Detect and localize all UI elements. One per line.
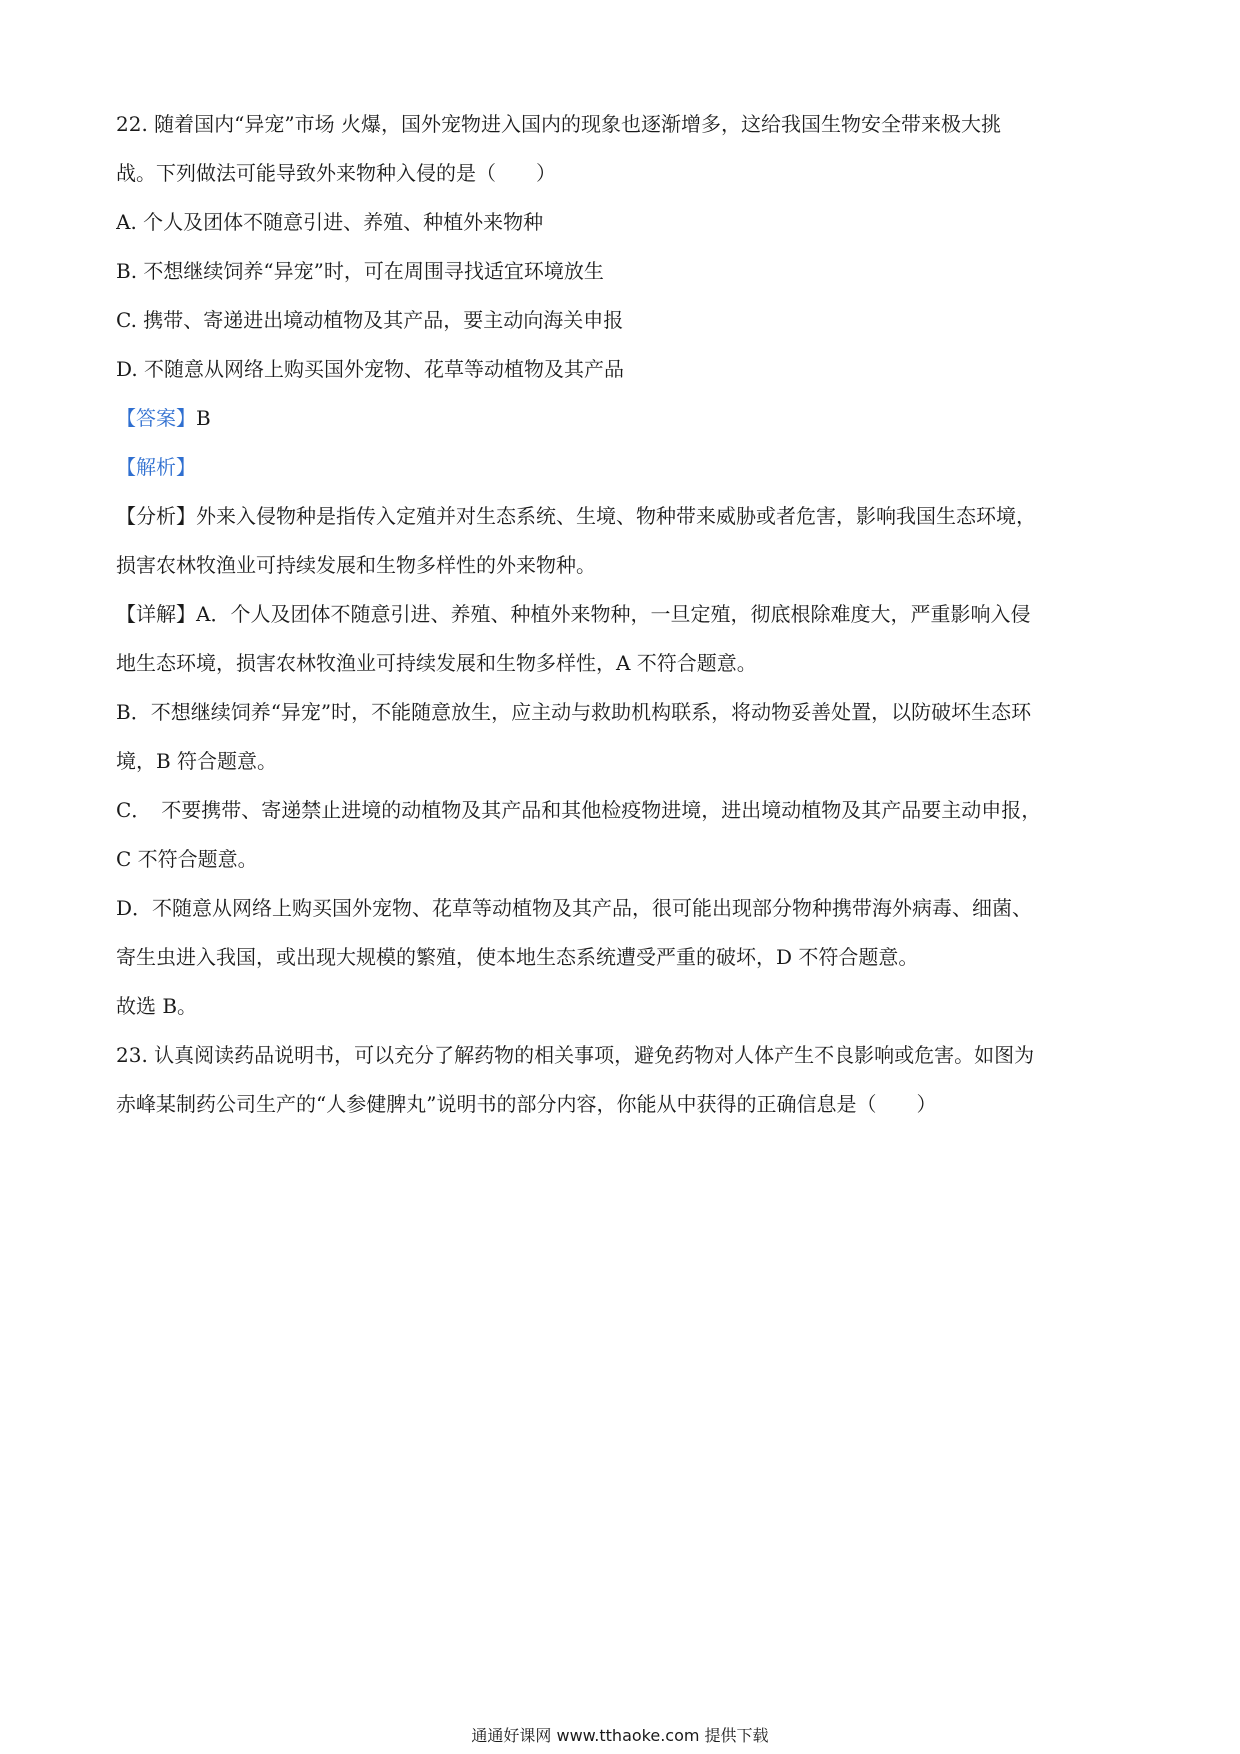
answer-value: B (196, 406, 211, 430)
q23-stem-line-2: 赤峰某制药公司生产的“人参健脾丸”说明书的部分内容，你能从中获得的正确信息是（ ） (116, 1092, 937, 1116)
xiangjie-text-1: A．个人及团体不随意引进、养殖、种植外来物种，一旦定殖，彻底根除难度大，严重影响入侵 (196, 602, 1031, 626)
xiangjie-tag: 【详解】 (116, 602, 196, 626)
q22-stem-line-1: 22. 随着国内“异宠”市场 火爆，国外宠物进入国内的现象也逐渐增多，这给我国生物安全带来极大挑 (116, 112, 1001, 136)
fenxi-text-1: 外来入侵物种是指传入定殖并对生态系统、生境、物种带来威胁或者危害，影响我国生态环境， (196, 504, 1036, 528)
q22-stem-line-2: 战。下列做法可能导致外来物种入侵的是（ ） (116, 161, 556, 185)
q22-fenxi-line-1 (116, 492, 1126, 541)
q22-xiangjie-line-6: C 不符合题意。 (116, 847, 258, 871)
q22-xiangjie-line-7: D．不随意从网络上购买国外宠物、花草等动植物及其产品，很可能出现部分物种携带海外病毒、细菌、 (116, 896, 1033, 920)
q22-option-a: A. 个人及团体不随意引进、养殖、种植外来物种 (116, 210, 544, 234)
q22-option-b: B. 不想继续饲养“异宠”时，可在周围寻找适宜环境放生 (116, 259, 604, 283)
q22-conclusion: 故选 B。 (116, 994, 198, 1018)
page-content (116, 100, 1126, 1129)
answer-tag: 【答案】 (116, 406, 196, 430)
analysis-tag: 【解析】 (116, 455, 196, 479)
q22-xiangjie-line-8: 寄生虫进入我国，或出现大规模的繁殖，使本地生态系统遭受严重的破坏，D 不符合题意。 (116, 945, 919, 969)
q22-fenxi-line-2: 损害农林牧渔业可持续发展和生物多样性的外来物种。 (116, 553, 596, 577)
q22-option-d: D. 不随意从网络上购买国外宠物、花草等动植物及其产品 (116, 357, 625, 381)
q22-xiangjie-line-1 (116, 590, 1126, 639)
page-footer: 通通好课网 www.tthaoke.com 提供下载 (471, 1726, 769, 1745)
q22-xiangjie-line-3: B．不想继续饲养“异宠”时，不能随意放生，应主动与救助机构联系，将动物妥善处置，以防破坏生态环 (116, 700, 1032, 724)
q22-analysis-line (116, 443, 1126, 492)
q22-option-c: C. 携带、寄递进出境动植物及其产品，要主动向海关申报 (116, 308, 624, 332)
q22-xiangjie-line-5: C． 不要携带、寄递禁止进境的动植物及其产品和其他检疫物进境，进出境动植物及其产品要主动申报， (116, 798, 1042, 822)
q22-answer-line (116, 394, 1126, 443)
q22-xiangjie-line-4: 境，B 符合题意。 (116, 749, 278, 773)
q23-stem-line-1: 23. 认真阅读药品说明书，可以充分了解药物的相关事项，避免药物对人体产生不良影响或危害。如图为 (116, 1043, 1035, 1067)
fenxi-tag: 【分析】 (116, 504, 196, 528)
q22-xiangjie-line-2: 地生态环境，损害农林牧渔业可持续发展和生物多样性，A 不符合题意。 (116, 651, 757, 675)
